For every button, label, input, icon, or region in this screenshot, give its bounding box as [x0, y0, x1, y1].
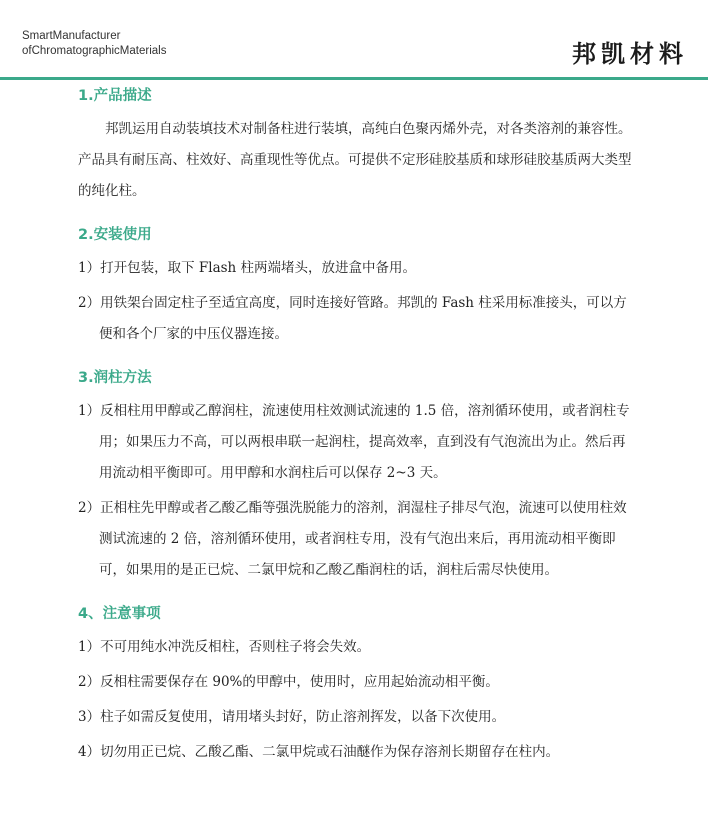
installation-steps [78, 253, 638, 350]
list-item: 1）打开包装，取下 Flash 柱两端堵头，放进盒中备用。 [78, 260, 417, 276]
list-item: 1）不可用纯水冲洗反相柱，否则柱子将会失效。 [78, 639, 371, 655]
list-item: 2）反相柱需要保存在 90%的甲醇中，使用时，应用起始流动相平衡。 [78, 674, 499, 690]
page-header [0, 0, 708, 80]
tagline-line-1: SmartManufacturer [22, 30, 121, 42]
list-item: 4）切勿用正已烷、乙酸乙酯、二氯甲烷或石油醚作为保存溶剂长期留存在柱内。 [78, 744, 560, 760]
section-installation [78, 225, 638, 350]
precaution-items [78, 632, 638, 768]
company-tagline [22, 29, 166, 59]
document-body [78, 86, 638, 786]
list-item: 1）反相柱用甲醇或乙醇润柱，流速使用柱效测试流速的 1.5 倍，溶剂循环使用，或者润柱专用；如果压力不高，可以两根串联一起润柱，提高效率，直到没有气泡流出为止。然后再用流动相平衡即可。用甲醇和水润柱后可以保存 2~3 天。 [78, 403, 630, 481]
section-precautions [78, 604, 638, 768]
header-divider [0, 77, 708, 80]
section-column-wetting [78, 368, 638, 586]
section-title: 4、注意事项 [78, 606, 161, 622]
wetting-steps [78, 396, 638, 586]
section-product-description [78, 86, 638, 207]
brand-logo-text: 邦凯材料 [572, 40, 688, 68]
tagline-line-2: ofChromatographicMaterials [22, 45, 167, 57]
list-item: 3）柱子如需反复使用，请用堵头封好，防止溶剂挥发，以备下次使用。 [78, 709, 506, 725]
list-item: 2）正相柱先甲醇或者乙酸乙酯等强洗脱能力的溶剂，润湿柱子排尽气泡，流速可以使用柱效测试流速的 2 倍，溶剂循环使用，或者润柱专用，没有气泡出来后，再用流动相平衡即可，如果用的是正已烷、二氯甲烷和乙酸乙酯润柱的话，润柱后需尽快使用。 [78, 500, 627, 578]
list-item: 2）用铁架台固定柱子至适宜高度，同时连接好管路。邦凯的 Fash 柱采用标准接头，可以方便和各个厂家的中压仪器连接。 [78, 295, 627, 342]
section-title: 2.安装使用 [78, 227, 152, 243]
section-title: 1.产品描述 [78, 88, 152, 104]
product-description-paragraph: 邦凯运用自动装填技术对制备柱进行装填，高纯白色聚丙烯外壳，对各类溶剂的兼容性。产品具有耐压高、柱效好、高重现性等优点。可提供不定形硅胶基质和球形硅胶基质两大类型的纯化柱。 [78, 121, 632, 199]
section-title: 3.润柱方法 [78, 370, 152, 386]
